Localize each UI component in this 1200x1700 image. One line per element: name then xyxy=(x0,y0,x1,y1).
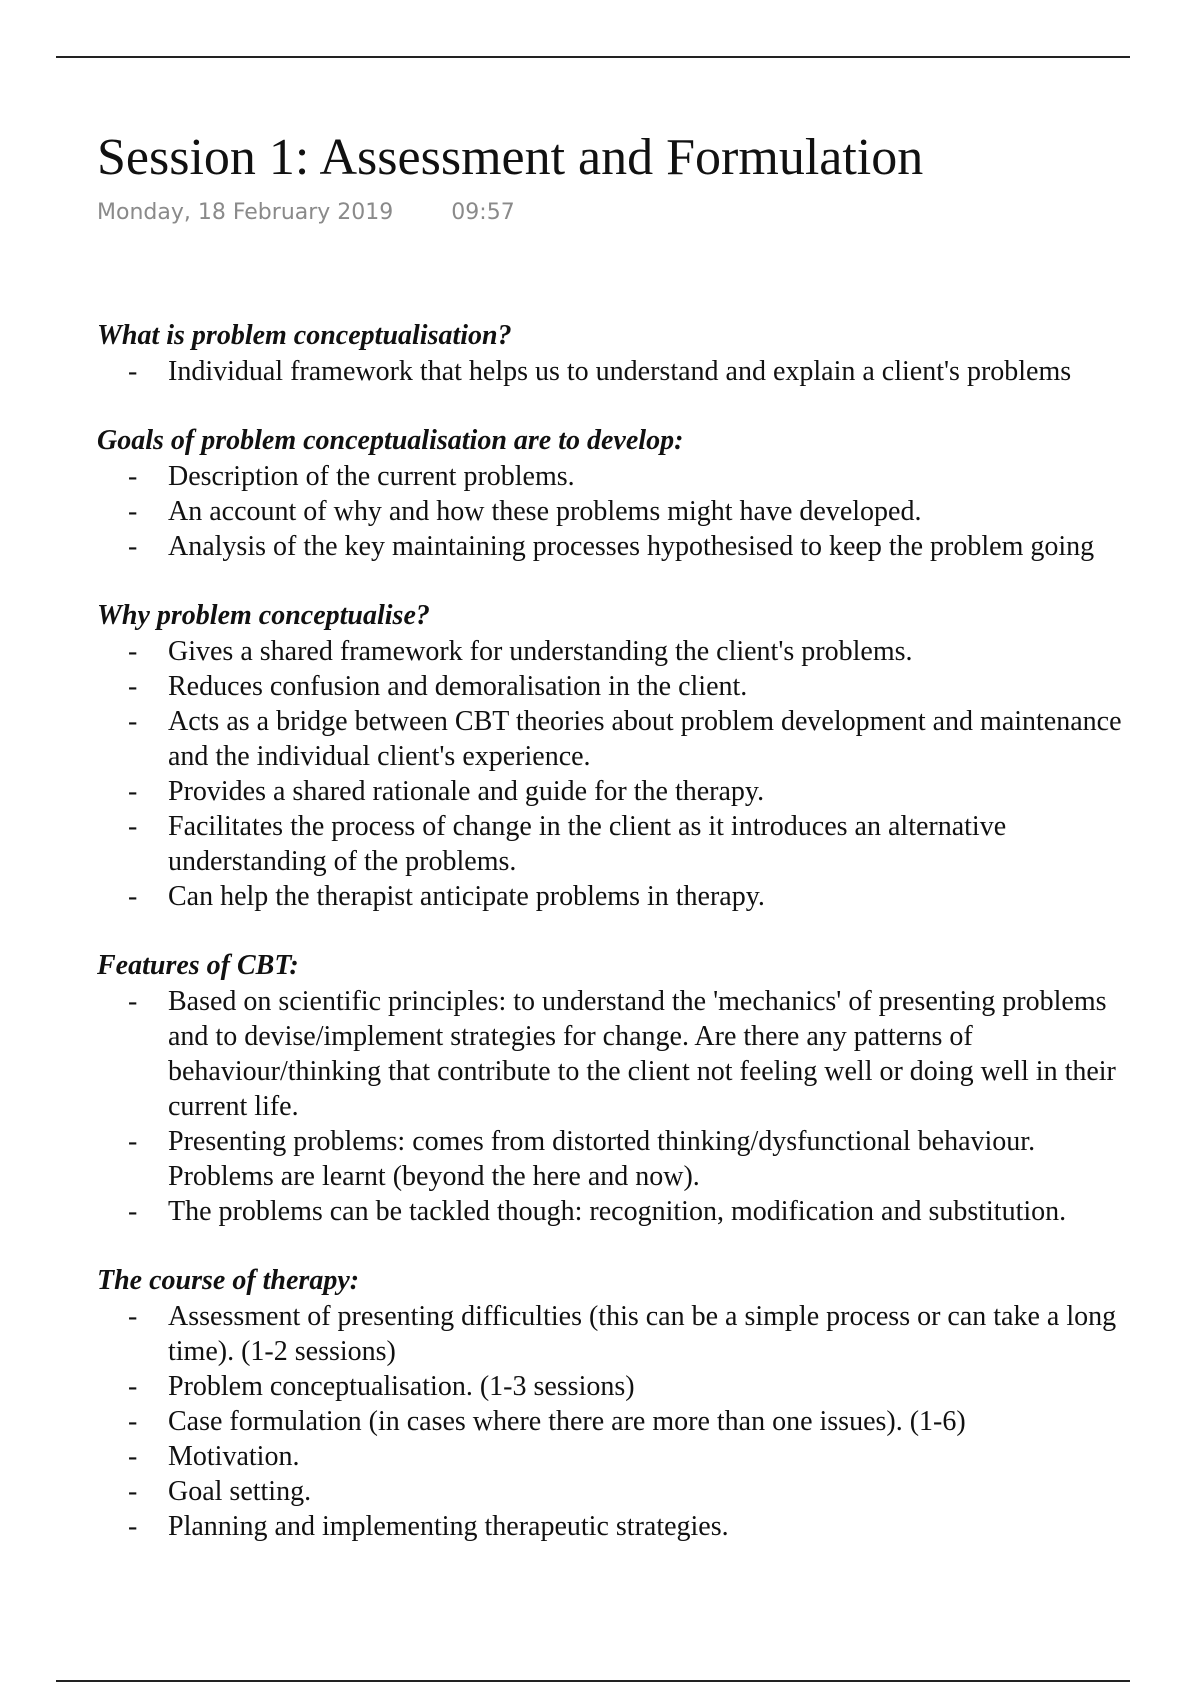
bullet-item: - Reduces confusion and demoralisation in the client. xyxy=(97,669,1200,704)
bullet-item: - An account of why and how these problems might have developed. xyxy=(97,494,1200,529)
bullet-item: - Individual framework that helps us to understand and explain a client's problems xyxy=(97,354,1200,389)
page-date: Monday, 18 February 2019 xyxy=(97,200,394,225)
bullet-item: - Facilitates the process of change in the client as it introduces an alternative understanding of the problems. xyxy=(97,809,1200,879)
bullet-list xyxy=(97,459,1200,564)
section-heading: Features of CBT: xyxy=(97,950,299,981)
page-metadata xyxy=(97,198,515,228)
bullet-list xyxy=(97,634,1200,914)
bullet-item: - Can help the therapist anticipate problems in therapy. xyxy=(97,879,1200,914)
top-divider xyxy=(56,56,1130,58)
page-title: Session 1: Assessment and Formulation xyxy=(97,129,924,186)
bullet-item: - Presenting problems: comes from distorted thinking/dysfunctional behaviour. Problems are learnt (beyond the here and now). xyxy=(97,1124,1200,1194)
section-what-is-problem-conceptualisation xyxy=(97,318,1200,389)
section-heading: The course of therapy: xyxy=(97,1265,360,1296)
bullet-item: - Acts as a bridge between CBT theories about problem development and maintenance and the individual client's experience. xyxy=(97,704,1200,774)
bullet-list xyxy=(97,1299,1200,1544)
bullet-item: - Goal setting. xyxy=(97,1474,1200,1509)
bullet-item: - Problem conceptualisation. (1-3 sessions) xyxy=(97,1369,1200,1404)
section-why-problem-conceptualise xyxy=(97,598,1200,914)
section-goals-of-problem-conceptualisation-are-to-develop xyxy=(97,423,1200,564)
section-heading: Why problem conceptualise? xyxy=(97,600,430,631)
section-heading: What is problem conceptualisation? xyxy=(97,320,512,351)
bullet-item: - Case formulation (in cases where there are more than one issues). (1-6) xyxy=(97,1404,1200,1439)
bullet-item: - Based on scientific principles: to understand the 'mechanics' of presenting problems and to devise/implement strategies for change. Are there any patterns of behaviour/thinking that contribute to the client not feeling well or doing well in their current life. xyxy=(97,984,1200,1124)
bullet-item: - Description of the current problems. xyxy=(97,459,1200,494)
bullet-item: - Gives a shared framework for understanding the client's problems. xyxy=(97,634,1200,669)
bullet-item: - Motivation. xyxy=(97,1439,1200,1474)
bottom-divider xyxy=(56,1680,1130,1682)
section-features-of-cbt xyxy=(97,948,1200,1229)
bullet-item: - Analysis of the key maintaining processes hypothesised to keep the problem going xyxy=(97,529,1200,564)
bullet-list xyxy=(97,984,1200,1229)
page-time: 09:57 xyxy=(451,200,515,225)
section-heading: Goals of problem conceptualisation are to develop: xyxy=(97,425,684,456)
section-the-course-of-therapy xyxy=(97,1263,1200,1544)
bullet-list xyxy=(97,354,1200,389)
bullet-item: - Provides a shared rationale and guide for the therapy. xyxy=(97,774,1200,809)
bullet-item: - Assessment of presenting difficulties (this can be a simple process or can take a long time). (1-2 sessions) xyxy=(97,1299,1200,1369)
bullet-item: - The problems can be tackled though: recognition, modification and substitution. xyxy=(97,1194,1200,1229)
note-body xyxy=(97,318,1200,1566)
bullet-item: - Planning and implementing therapeutic strategies. xyxy=(97,1509,1200,1544)
